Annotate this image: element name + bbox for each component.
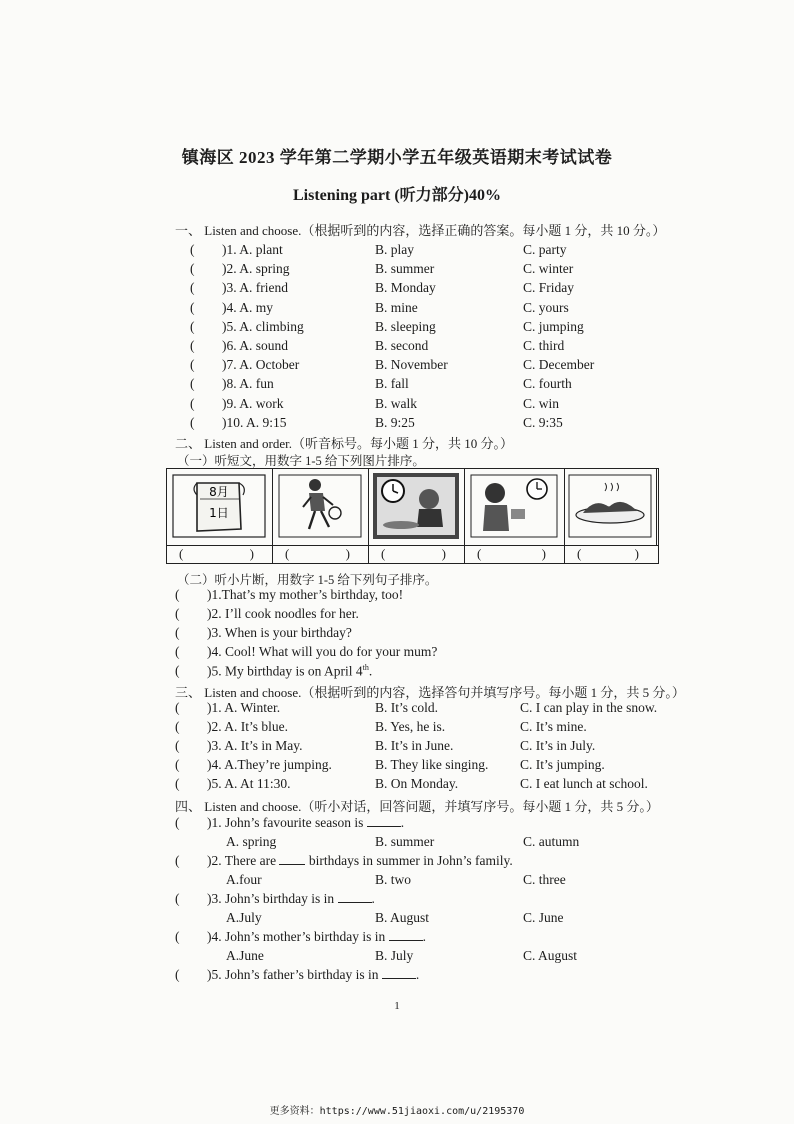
option-b: B. 9:25 (375, 414, 415, 430)
option-c: C. party (523, 242, 567, 257)
answer-paren[interactable]: ( (175, 663, 180, 678)
option-b: B. Monday (375, 280, 436, 296)
calendar-icon (167, 469, 271, 543)
answer-paren[interactable]: ( (190, 414, 195, 430)
option-c: C. 9:35 (523, 414, 563, 430)
option-a: )3. A. friend (222, 280, 288, 296)
answer-paren[interactable]: ( (190, 357, 195, 373)
sentence-text: )4. Cool! What will you do for your mum? (207, 644, 438, 659)
option-b: B. It’s cold. (375, 700, 438, 715)
picture-boy-table-clock (369, 469, 465, 545)
answer-box-3[interactable]: ( ) (369, 546, 465, 563)
sentence-text: )1.That’s my mother’s birthday, too! (207, 587, 404, 602)
exam-subtitle: Listening part (听力部分)40% (292, 187, 501, 204)
option-b: B. second (375, 338, 429, 353)
option-b: B. walk (375, 395, 417, 411)
option-b: B. play (375, 242, 414, 257)
option-b: B. sleeping (375, 318, 436, 334)
option-a: )10. A. 9:15 (222, 414, 287, 430)
option-a: )8. A. fun (222, 376, 274, 392)
blank-line (382, 978, 416, 979)
answer-paren[interactable]: ( (175, 891, 180, 906)
sentence-text: )2. I’ll cook noodles for her. (207, 606, 359, 621)
option-a: )2. A. spring (222, 261, 290, 277)
option-b: B. They like singing. (375, 757, 489, 772)
option-a: )7. A. October (222, 357, 300, 373)
option-c: C. fourth (523, 376, 572, 392)
answer-paren[interactable]: ( (175, 700, 180, 715)
calendar-month: 8月 (209, 485, 229, 499)
option-b: B. mine (375, 299, 418, 315)
answer-paren[interactable]: ( (175, 815, 180, 830)
answer-paren[interactable]: ( (175, 738, 180, 753)
answer-paren[interactable]: ( (190, 376, 195, 392)
option-c: C. I can play in the snow. (520, 700, 658, 715)
part3-heading: 三、 Listen and choose.（根据听到的内容，选择答句并填写序号。每小题 1 分，共 5 分。） (175, 685, 685, 700)
part4-heading: 四、 Listen and choose.（听小对话，回答问题，并填写序号。每小题 1 分，共 5 分。） (175, 799, 659, 814)
option-a: )5. A. At 11:30. (207, 776, 291, 791)
page-number: 1 (394, 1000, 400, 1012)
boy-eating-clock-icon (369, 469, 463, 543)
answer-paren[interactable]: ( (190, 299, 195, 315)
footer-link[interactable]: 更多资料：https://www.51jiaoxi.com/u/2195370 (269, 1106, 525, 1117)
food-plate-icon (565, 469, 655, 543)
option-c: C. jumping (523, 318, 584, 334)
picture-table (166, 468, 659, 564)
answer-paren[interactable]: ( (175, 853, 180, 868)
answer-paren[interactable]: ( (190, 280, 195, 296)
exam-page: 镇海区 2023 学年第二学期小学五年级英语期末考试试卷 Listening part (听力部分)40% 一、 Listen and choose.（根据听到的内容，选择正确的答案。每小题 1 分，共 10 分。） ( )1. A. plant B. play C. party ( )2. A. spring B. summer C. winter ( )3. A. friend B. Monday C. Friday ( )4. A. my B. mine C. yours ( )5. A. climbing B. sleeping C. jumping ( )6. A. sound B. second C. third ( )7. A. October B. November C. December ( )8. A. fun B. fall C. fourth ( )9. A. work B. walk C. win ( )10. A. 9:15 B. 9:25 C. 9:35 二、 Listen and order.（听音标号。每小题 1 分，共 10 分。） （一）听短文，用数字 1-5 给下列图片排序。 8月 1日 ( ) ( ) ( ) ( ) ( ) （二）听小片断，用数字 1-5 给下列句子排序。 ( )1.That’s my mother’s birthday, too! ( )2. I’ll cook noodles for her. ( )3. When is your birthday? ( )4. Cool! What will you do for your mum? ( )5. My birthday is on April 4th. 三、 Listen and choose.（根据听到的内容，选择答句并填写序号。每小题 1 分，共 5 分。） ( )1. A. Winter. B. It’s cold. C. I can play in the snow. ( )2. A. It’s blue. B. Yes, he is. C. It’s mine. ( )3. A. It’s in May. B. It’s in June. C. It’s in July. ( )4. A.They’re jumping. B. They like singing. C. It’s jumping. ( )5. A. At 11:30. B. On Monday. C. I eat lunch at school. 四、 Listen and choose.（听小对话，回答问题，并填写序号。每小题 1 分，共 5 分。） ( )1. John’s favourite season is . A. spring B. summer C. autumn ( )2. There are birthdays in summer in John’s family. A.four B. two C. three ( )3. John’s birthday is in . A.July B. August C. June ( )4. John’s mother’s birthday is in . A.June B. July C. August ( )5. John’s father’s birthday is in . 1 更多资料：https://www.51jiaoxi.com/u/2195370 (0, 0, 794, 1124)
picture-calendar (167, 469, 273, 545)
boy-playing-ball-icon (273, 469, 367, 543)
part2-sub2: （二）听小片断，用数字 1-5 给下列句子排序。 (177, 573, 438, 587)
answer-paren[interactable]: ( (175, 606, 180, 621)
picture-answer-row (167, 545, 658, 563)
answer-box-1[interactable]: ( ) (167, 546, 273, 563)
option-b: B. November (375, 357, 448, 373)
answer-box-2[interactable]: ( ) (273, 546, 369, 563)
part2-heading: 二、 Listen and order.（听音标号。每小题 1 分，共 10 分。） (175, 436, 513, 451)
option-a: )1. A. Winter. (207, 700, 281, 715)
option-c: C. third (523, 338, 565, 353)
answer-paren[interactable]: ( (175, 757, 180, 772)
option-b: B. summer (375, 261, 435, 277)
option-a: )4. A. my (222, 299, 274, 315)
option-c: C. December (523, 357, 595, 373)
answer-paren[interactable]: ( (175, 719, 180, 734)
answer-box-4[interactable]: ( ) (465, 546, 565, 563)
option-b: B. Yes, he is. (375, 719, 446, 734)
answer-paren[interactable]: ( (175, 587, 180, 602)
option-c: C. It’s in July. (520, 738, 596, 753)
option-c: C. It’s jumping. (520, 757, 605, 772)
option-c: C. Friday (523, 280, 575, 296)
option-a: )9. A. work (222, 395, 284, 411)
option-a: )4. A.They’re jumping. (207, 757, 332, 772)
exam-title: 镇海区 2023 学年第二学期小学五年级英语期末考试试卷 (181, 148, 613, 167)
option-c: C. I eat lunch at school. (520, 776, 648, 791)
picture-food (565, 469, 657, 545)
blank-line (279, 864, 305, 865)
answer-paren[interactable]: ( (175, 776, 180, 791)
blank-line (389, 940, 423, 941)
answer-paren[interactable]: ( (175, 644, 180, 659)
answer-paren[interactable]: ( (175, 929, 180, 944)
part2-sub1: （一）听短文，用数字 1-5 给下列图片排序。 (177, 454, 425, 468)
option-b: B. On Monday. (375, 776, 459, 791)
option-b: B. fall (375, 376, 409, 392)
option-c: C. winter (523, 261, 574, 277)
option-a: )2. A. It’s blue. (207, 719, 288, 734)
answer-paren[interactable]: ( (190, 338, 195, 353)
answer-paren[interactable]: ( (190, 261, 195, 277)
picture-boy-ball (273, 469, 369, 545)
option-a: )3. A. It’s in May. (207, 738, 303, 753)
answer-paren[interactable]: ( (190, 242, 195, 257)
blank-line (367, 826, 401, 827)
answer-paren[interactable]: ( (190, 318, 195, 334)
option-c: C. win (523, 395, 560, 411)
option-a: )5. A. climbing (222, 318, 304, 334)
option-a: )1. A. plant (222, 242, 283, 257)
calendar-day: 1日 (209, 506, 229, 520)
option-c: C. yours (523, 299, 569, 315)
answer-paren[interactable]: ( (175, 625, 180, 640)
boy-clock-icon (465, 469, 563, 543)
sentence-text: )3. When is your birthday? (207, 625, 352, 640)
part1-heading: 一、 Listen and choose.（根据听到的内容，选择正确的答案。每小题 1 分，共 10 分。） (175, 223, 666, 238)
blank-line (338, 902, 372, 903)
sentence-text: )5. My birthday is on April 4 (207, 663, 363, 679)
answer-paren[interactable]: ( (190, 395, 195, 411)
option-b: B. It’s in June. (375, 738, 454, 753)
answer-box-5[interactable]: ( ) (577, 546, 639, 561)
picture-boy-clock (465, 469, 565, 545)
answer-paren[interactable]: ( (175, 967, 180, 982)
option-c: C. It’s mine. (520, 719, 587, 734)
option-a: )6. A. sound (222, 338, 289, 353)
